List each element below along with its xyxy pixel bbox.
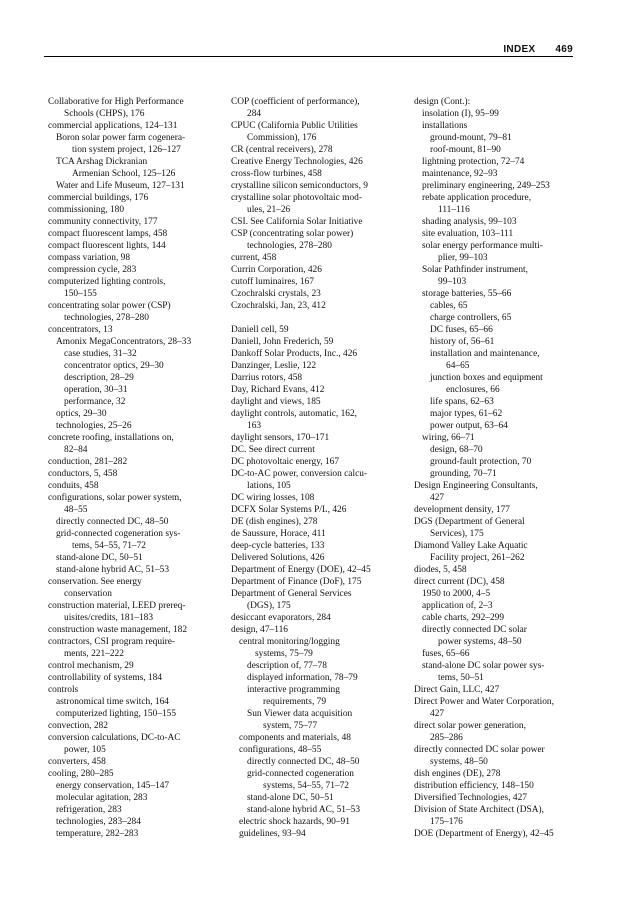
- index-entry: configurations, 48–55: [239, 745, 322, 755]
- index-entry: commissioning, 180: [48, 205, 125, 215]
- index-entry: 48–55: [64, 505, 88, 515]
- index-entry: Day, Richard Evans, 412: [231, 385, 325, 395]
- index-entry: CPUC (California Public Utilities: [231, 121, 358, 131]
- index-entry: Collaborative for High Performance: [48, 97, 184, 107]
- index-entry: stand-alone hybrid AC, 51–53: [56, 565, 170, 575]
- index-entry: tems, 50–51: [438, 673, 484, 683]
- index-entry: directly connected DC solar power: [414, 745, 545, 755]
- index-entry: preliminary engineering, 249–253: [422, 181, 550, 191]
- index-entry: molecular agitation, 283: [56, 793, 148, 803]
- index-entry: compact fluorescent lamps, 458: [48, 229, 168, 239]
- index-entry: conservation: [64, 589, 112, 599]
- index-column-3: [414, 96, 589, 840]
- index-entry: stand-alone hybrid AC, 51–53: [247, 805, 361, 815]
- index-entry: computerized lighting controls,: [48, 277, 166, 287]
- index-entry: Armenian School, 125–126: [72, 169, 176, 179]
- index-entry: CSI. See California Solar Initiative: [231, 217, 363, 227]
- index-entry: Darrius rotors, 458: [231, 373, 303, 383]
- index-entry: Facility project, 261–262: [430, 553, 525, 563]
- header-rule: [44, 56, 573, 57]
- index-entry: ments, 221–222: [64, 649, 124, 659]
- index-entry: Czochralski, Jan, 23, 412: [231, 301, 326, 311]
- index-entry: technologies, 25–26: [56, 421, 132, 431]
- index-entry: compass variation, 98: [48, 253, 131, 263]
- index-entry: cross-flow turbines, 458: [231, 169, 322, 179]
- index-entry: 284: [247, 109, 262, 119]
- index-entry: contractors, CSI program require-: [48, 637, 176, 647]
- index-entry: cable charts, 292–299: [422, 613, 505, 623]
- index-entry: enclosures, 66: [446, 385, 500, 395]
- index-entry: direct solar power generation,: [414, 721, 526, 731]
- index-entry: cooling, 280–285: [48, 769, 114, 779]
- index-entry: history of, 56–61: [430, 337, 495, 347]
- index-entry: Boron solar power farm cogenera-: [56, 133, 186, 143]
- index-entry: DGS (Department of General: [414, 517, 525, 527]
- index-entry: current, 458: [231, 253, 277, 263]
- index-entry: 150–155: [64, 289, 97, 299]
- index-entry: ground-mount, 79–81: [430, 133, 512, 143]
- index-entry: plier, 99–103: [438, 253, 488, 263]
- index-entry: interactive programming: [247, 685, 340, 695]
- letter-gap: [231, 312, 407, 324]
- index-entry: 99–103: [438, 277, 467, 287]
- index-entry: wiring, 66–71: [422, 433, 475, 443]
- index-entry: TCA Arshag Dickranian: [56, 157, 148, 167]
- index-entry: uisites/credits, 181–183: [64, 613, 154, 623]
- index-entry: optics, 29–30: [56, 409, 107, 419]
- index-entry: COP (coefficient of performance),: [231, 97, 360, 107]
- index-entry: tion system project, 126–127: [72, 145, 181, 155]
- index-entry: DC. See direct current: [231, 445, 315, 455]
- index-entry: commercial applications, 124–131: [48, 121, 178, 131]
- index-entry: shading analysis, 99–103: [422, 217, 517, 227]
- index-entry: Dankoff Solar Products, Inc., 426: [231, 349, 358, 359]
- index-entry: development density, 177: [414, 505, 510, 515]
- index-entry: installations: [422, 121, 468, 131]
- index-entry: ules, 21–26: [247, 205, 291, 215]
- index-entry: 163: [247, 421, 262, 431]
- index-entry: crystalline solar photovoltaic mod-: [231, 193, 362, 203]
- index-entry: 175–176: [430, 817, 463, 827]
- index-entry: directly connected DC, 48–50: [56, 517, 169, 527]
- index-entry: life spans, 62–63: [430, 397, 494, 407]
- index-entry: DC-to-AC power, conversion calcu-: [231, 469, 368, 479]
- index-entry: controls: [48, 685, 79, 695]
- index-entry: charge controllers, 65: [430, 313, 512, 323]
- index-entry: cutoff luminaires, 167: [231, 277, 314, 287]
- index-entry: Czochralski crystals, 23: [231, 289, 321, 299]
- index-entry: 427: [430, 709, 445, 719]
- index-entry: construction waste management, 182: [48, 625, 188, 635]
- index-entry: de Saussure, Horace, 411: [231, 529, 326, 539]
- index-entry: displayed information, 78–79: [247, 673, 358, 683]
- index-entry: Department of Energy (DOE), 42–45: [231, 565, 371, 575]
- index-entry: DC photovoltaic energy, 167: [231, 457, 340, 467]
- index-entry: concentrator optics, 29–30: [64, 361, 164, 371]
- index-column-1: [48, 96, 220, 840]
- index-entry: astronomical time switch, 164: [56, 697, 169, 707]
- index-entry: daylight and views, 185: [231, 397, 321, 407]
- index-entry: temperature, 282–283: [56, 829, 139, 839]
- index-entry: grid-connected cogeneration sys-: [56, 529, 181, 539]
- index-entry: Diamond Valley Lake Aquatic: [414, 541, 528, 551]
- index-entry: description, 28–29: [64, 373, 134, 383]
- index-entry: Delivered Solutions, 426: [231, 553, 325, 563]
- index-entry: grid-connected cogeneration: [247, 769, 354, 779]
- index-entry: Water and Life Museum, 127–131: [56, 181, 185, 191]
- index-entry: technologies, 283–284: [56, 817, 141, 827]
- index-entry: Solar Pathfinder instrument,: [422, 265, 528, 275]
- index-entry: description of, 77–78: [247, 661, 327, 671]
- index-entry: 64–65: [446, 361, 470, 371]
- index-entry: Department of General Services: [231, 589, 352, 599]
- index-entry: tems, 54–55, 71–72: [72, 541, 146, 551]
- index-entry: Daniell, John Frederich, 59: [231, 337, 334, 347]
- running-header: [0, 44, 573, 55]
- index-entry: conservation. See energy: [48, 577, 142, 587]
- index-entry: central monitoring/logging: [239, 637, 340, 647]
- index-entry: lightning protection, 72–74: [422, 157, 525, 167]
- index-entry: fuses, 65–66: [422, 649, 470, 659]
- index-entry: power systems, 48–50: [438, 637, 522, 647]
- index-entry: grounding, 70–71: [430, 469, 497, 479]
- index-entry: DC fuses, 65–66: [430, 325, 493, 335]
- index-entry: Services), 175: [430, 529, 484, 539]
- index-entry: DOE (Department of Energy), 42–45: [414, 829, 554, 839]
- index-column-2: [231, 96, 407, 840]
- index-entry: directly connected DC solar: [422, 625, 527, 635]
- index-entry: control mechanism, 29: [48, 661, 134, 671]
- index-entry: stand-alone DC, 50–51: [56, 553, 143, 563]
- index-entry: Currin Corporation, 426: [231, 265, 322, 275]
- index-entry: Daniell cell, 59: [231, 325, 289, 335]
- index-entry: Direct Power and Water Corporation,: [414, 697, 554, 707]
- index-entry: design (Cont.):: [414, 97, 471, 107]
- index-entry: compression cycle, 283: [48, 265, 137, 275]
- index-entry: compact fluorescent lights, 144: [48, 241, 166, 251]
- index-entry: technologies, 278–280: [64, 313, 149, 323]
- index-entry: system, 75–77: [263, 721, 318, 731]
- index-entry: community connectivity, 177: [48, 217, 158, 227]
- index-entry: diodes, 5, 458: [414, 565, 467, 575]
- page-number: 469: [555, 44, 573, 55]
- index-entry: CR (central receivers), 278: [231, 145, 333, 155]
- index-entry: roof-mount, 81–90: [430, 145, 501, 155]
- index-entry: performance, 32: [64, 397, 126, 407]
- index-entry: Commission), 176: [247, 133, 317, 143]
- index-entry: desiccant evaporators, 284: [231, 613, 331, 623]
- index-entry: daylight controls, automatic, 162,: [231, 409, 358, 419]
- index-entry: concentrating solar power (CSP): [48, 301, 171, 311]
- index-entry: DE (dish engines), 278: [231, 517, 318, 527]
- index-entry: conductors, 5, 458: [48, 469, 118, 479]
- index-entry: 111–116: [438, 205, 470, 215]
- index-entry: computerized lighting, 150–155: [56, 709, 177, 719]
- index-entry: storage batteries, 55–66: [422, 289, 512, 299]
- index-entry: case studies, 31–32: [64, 349, 137, 359]
- index-entry: ground-fault protection, 70: [430, 457, 532, 467]
- index-entry: crystalline silicon semiconductors, 9: [231, 181, 368, 191]
- index-entry: commercial buildings, 176: [48, 193, 149, 203]
- index-entry: stand-alone DC solar power sys-: [422, 661, 545, 671]
- index-entry: deep-cycle batteries, 133: [231, 541, 325, 551]
- index-entry: Amonix MegaConcentrators, 28–33: [56, 337, 192, 347]
- index-entry: requirements, 79: [263, 697, 327, 707]
- index-entry: Design Engineering Consultants,: [414, 481, 538, 491]
- index-entry: refrigeration, 283: [56, 805, 122, 815]
- index-entry: converters, 458: [48, 757, 106, 767]
- index-entry: insolation (I), 95–99: [422, 109, 499, 119]
- index-entry: configurations, solar power system,: [48, 493, 182, 503]
- index-entry: design, 47–116: [231, 625, 288, 635]
- index-entry: Schools (CHPS), 176: [64, 109, 145, 119]
- index-entry: Danzinger, Leslie, 122: [231, 361, 317, 371]
- index-entry: lations, 105: [247, 481, 291, 491]
- index-entry: power output, 63–64: [430, 421, 508, 431]
- index-entry: design, 68–70: [430, 445, 483, 455]
- index-entry: construction material, LEED prereq-: [48, 601, 186, 611]
- index-entry: conduction, 281–282: [48, 457, 128, 467]
- index-entry: Sun Viewer data acquisition: [247, 709, 353, 719]
- index-entry: major types, 61–62: [430, 409, 503, 419]
- index-entry: junction boxes and equipment: [430, 373, 543, 383]
- index-entry: Department of Finance (DoF), 175: [231, 577, 362, 587]
- index-entry: 427: [430, 493, 445, 503]
- index-entry: 1950 to 2000, 4–5: [422, 589, 491, 599]
- index-entry: Diversified Technologies, 427: [414, 793, 527, 803]
- index-entry: CSP (concentrating solar power): [231, 229, 354, 239]
- index-entry: controllability of systems, 184: [48, 673, 163, 683]
- index-entry: Direct Gain, LLC, 427: [414, 685, 500, 695]
- index-entry: stand-alone DC, 50–51: [247, 793, 334, 803]
- index-entry: site evaluation, 103–111: [422, 229, 514, 239]
- index-entry: guidelines, 93–94: [239, 829, 306, 839]
- index-entry: technologies, 278–280: [247, 241, 332, 251]
- index-entry: rebate application procedure,: [422, 193, 532, 203]
- index-entry: conduits, 458: [48, 481, 99, 491]
- index-entry: Division of State Architect (DSA),: [414, 805, 544, 815]
- index-entry: 285–286: [430, 733, 463, 743]
- index-entry: convection, 282: [48, 721, 108, 731]
- index-entry: systems, 48–50: [430, 757, 488, 767]
- index-entry: (DGS), 175: [247, 601, 291, 611]
- index-entry: concentrators, 13: [48, 325, 113, 335]
- index-entry: operation, 30–31: [64, 385, 128, 395]
- index-entry: systems, 54–55, 71–72: [263, 781, 349, 791]
- index-entry: cables, 65: [430, 301, 468, 311]
- index-entry: energy conservation, 145–147: [56, 781, 170, 791]
- header-title: INDEX: [503, 44, 536, 55]
- index-entry: application of, 2–3: [422, 601, 493, 611]
- index-entry: conversion calculations, DC-to-AC: [48, 733, 181, 743]
- index-entry: maintenance, 92–93: [422, 169, 498, 179]
- index-entry: 82–84: [64, 445, 88, 455]
- index-entry: distribution efficiency, 148–150: [414, 781, 534, 791]
- index-entry: concrete roofing, installations on,: [48, 433, 174, 443]
- index-entry: directly connected DC, 48–50: [247, 757, 360, 767]
- index-entry: daylight sensors, 170–171: [231, 433, 330, 443]
- index-entry: DCFX Solar Systems P/L, 426: [231, 505, 347, 515]
- index-entry: direct current (DC), 458: [414, 577, 505, 587]
- index-entry: dish engines (DE), 278: [414, 769, 501, 779]
- index-entry: components and materials, 48: [239, 733, 351, 743]
- index-entry: installation and maintenance,: [430, 349, 540, 359]
- index-entry: electric shock hazards, 90–91: [239, 817, 350, 827]
- index-entry: systems, 75–79: [255, 649, 313, 659]
- index-entry: solar energy performance multi-: [422, 241, 543, 251]
- index-entry: DC wiring losses, 108: [231, 493, 315, 503]
- index-entry: power, 105: [64, 745, 106, 755]
- index-entry: Creative Energy Technologies, 426: [231, 157, 363, 167]
